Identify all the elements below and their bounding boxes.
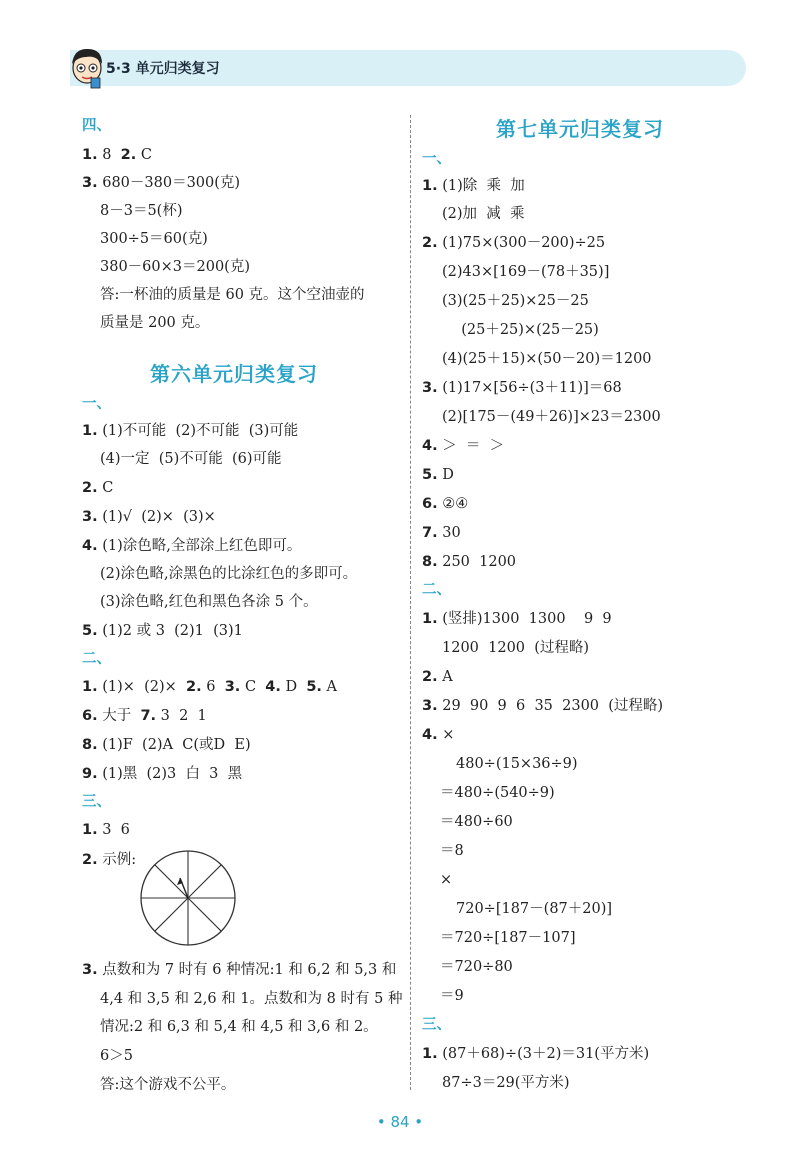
answer-line: 8. 250 1200 xyxy=(422,554,517,570)
answer-line: 4,4 和 3,5 和 2,6 和 1。点数和为 8 时有 5 种 xyxy=(100,991,403,1007)
answer-line: ＝480÷(540÷9) xyxy=(440,785,555,801)
answer-line: 1200 1200 (过程略) xyxy=(442,640,590,656)
answer-line: 情况:2 和 6,3 和 5,4 和 4,5 和 3,6 和 2。 xyxy=(100,1019,378,1035)
section-heading: 三、 xyxy=(82,794,111,810)
answer-line: (4)一定 (5)不可能 (6)可能 xyxy=(100,451,282,467)
answer-line: 4. (1)涂色略,全部涂上红色即可。 xyxy=(82,538,302,554)
answer-line: 6＞5 xyxy=(100,1048,133,1064)
section-heading: 三、 xyxy=(422,1017,451,1033)
answer-line: 300÷5＝60(克) xyxy=(100,231,208,247)
section-heading: 一、 xyxy=(82,396,111,412)
section-heading: 二、 xyxy=(82,651,111,667)
answer-line: 1. (1)除 乘 加 xyxy=(422,178,525,194)
answer-line: 720÷[187－(87＋20)] xyxy=(456,901,613,917)
answer-line: 3. 29 90 9 6 35 2300 (过程略) xyxy=(422,698,664,714)
answer-line: 1. (竖排)1300 1300 9 9 xyxy=(422,611,612,627)
answer-line: ＝720÷80 xyxy=(440,959,513,975)
answer-line: (3)涂色略,红色和黑色各涂 5 个。 xyxy=(100,594,318,610)
answer-line: 1. 8 2. C xyxy=(82,147,152,163)
answer-line: (2)43×[169－(78＋35)] xyxy=(442,264,610,280)
answer-line: (2)涂色略,涂黑色的比涂红色的多即可。 xyxy=(100,566,358,582)
header-title: 5·3 单元归类复习 xyxy=(106,61,220,77)
answer-line: 答:一杯油的质量是 60 克。这个空油壶的 xyxy=(100,287,365,303)
answer-line: ＝720÷[187－107] xyxy=(440,930,576,946)
answer-line: 1. (1)× (2)× 2. 6 3. C 4. D 5. A xyxy=(82,679,338,695)
answer-line: (3)(25＋25)×25－25 xyxy=(442,293,589,309)
answer-line: 4. ＞ ＝ ＞ xyxy=(422,438,505,454)
answer-line: 2. C xyxy=(82,480,114,496)
answer-line: 2. (1)75×(300－200)÷25 xyxy=(422,235,606,251)
section-heading: 二、 xyxy=(422,582,451,598)
answer-line: ＝9 xyxy=(440,988,464,1004)
answer-line: 380－60×3＝200(克) xyxy=(100,259,250,275)
answer-line: 3. 点数和为 7 时有 6 种情况:1 和 6,2 和 5,3 和 xyxy=(82,962,397,978)
page-number: • 84 • xyxy=(376,1113,424,1131)
answer-line: 8－3＝5(杯) xyxy=(100,203,183,219)
answer-line: (2)加 减 乘 xyxy=(442,206,525,222)
column-divider xyxy=(410,115,411,1090)
answer-line: 9. (1)黑 (2)3 白 3 黑 xyxy=(82,766,243,782)
answer-line: 质量是 200 克。 xyxy=(100,315,210,331)
answer-line: 1. (87＋68)÷(3＋2)＝31(平方米) xyxy=(422,1046,650,1062)
answer-line: ＝480÷60 xyxy=(440,814,513,830)
answer-line: (2)[175－(49＋26)]×23＝2300 xyxy=(442,409,661,425)
answer-line: 2. 示例: xyxy=(82,852,137,868)
answer-line: 3. 680－380＝300(克) xyxy=(82,175,241,191)
answer-line: 5. (1)2 或 3 (2)1 (3)1 xyxy=(82,623,243,639)
answer-line: 5. D xyxy=(422,467,454,483)
answer-line: (25＋25)×(25－25) xyxy=(452,322,599,338)
mascot-icon xyxy=(66,44,108,90)
answer-line: ＝8 xyxy=(440,843,464,859)
answer-line: 1. 3 6 xyxy=(82,822,130,838)
answer-line: 87÷3＝29(平方米) xyxy=(442,1075,570,1091)
section-heading: 四、 xyxy=(82,118,111,134)
answer-line: 6. 大于 7. 3 2 1 xyxy=(82,708,207,724)
answer-line: 4. × xyxy=(422,727,455,743)
answer-line: 3. (1)17×[56÷(3＋11)]＝68 xyxy=(422,380,622,396)
answer-line: 8. (1)F (2)A C(或D E) xyxy=(82,737,251,753)
section-heading: 一、 xyxy=(422,151,451,167)
unit6-title: 第六单元归类复习 xyxy=(150,362,318,386)
page-header xyxy=(70,50,746,86)
answer-line: 1. (1)不可能 (2)不可能 (3)可能 xyxy=(82,423,299,439)
answer-line: 2. A xyxy=(422,669,453,685)
spinner-diagram xyxy=(138,848,238,948)
answer-line: × xyxy=(440,872,453,888)
answer-line: 3. (1)√ (2)× (3)× xyxy=(82,509,216,525)
answer-line: 480÷(15×36÷9) xyxy=(456,756,578,772)
answer-line: 答:这个游戏不公平。 xyxy=(100,1077,236,1093)
unit7-title: 第七单元归类复习 xyxy=(496,117,664,141)
answer-line: 6. ②④ xyxy=(422,496,469,512)
answer-line: (4)(25＋15)×(50－20)＝1200 xyxy=(442,351,652,367)
answer-line: 7. 30 xyxy=(422,525,461,541)
